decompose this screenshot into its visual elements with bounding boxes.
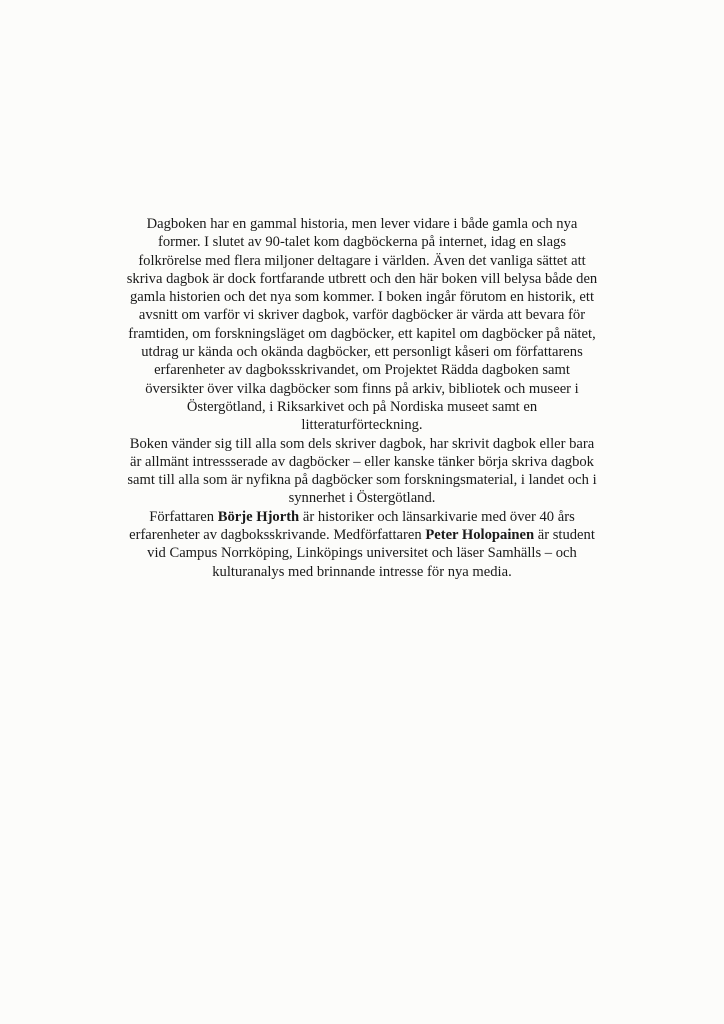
text-line: avsnitt om varför vi skriver dagbok, varför dagböcker är värda att bevara för [138,307,586,324]
text-segment: är student [534,527,595,544]
text-line: erfarenheter av dagboksskrivandet, om Projektet Rädda dagboken samt [154,362,570,379]
description-paragraph [70,215,654,435]
text-line: är allmänt intressserade av dagböcker – eller kanske tänker börja skriva dagbok [130,453,594,470]
text-line: framtiden, om forskningsläget om dagböcker, ett kapitel om dagböcker på nätet, [128,325,596,342]
coauthor-name: Peter Holopainen [425,527,535,544]
text-line [70,526,654,544]
authors-paragraph [70,508,654,581]
audience-paragraph [70,435,654,508]
blurb-text [70,215,654,581]
text-line: utdrag ur kända och okända dagböcker, ett personligt kåseri om författarens [141,344,583,361]
text-line: samt till alla som är nyfikna på dagböcker som forskningsmaterial, i landet och i [127,472,597,489]
text-line: folkrörelse med flera miljoner deltagare i världen. Även det vanliga sättet att [138,252,586,269]
author-name: Börje Hjorth [217,508,300,525]
text-line: skriva dagbok är dock fortfarande utbrett och den här boken vill belysa både den [126,270,598,287]
text-line: synnerhet i Östergötland. [288,490,436,507]
text-line: Östergötland, i Riksarkivet och på Nordiska museet samt en [186,398,538,415]
text-line: Boken vänder sig till alla som dels skriver dagbok, har skrivit dagbok eller bara [129,435,595,452]
text-segment: är historiker och länsarkivarie med över 40 års [299,508,575,525]
text-line: vid Campus Norrköping, Linköpings universitet och läser Samhälls – och [147,545,577,562]
text-segment: Författaren [149,508,218,525]
text-line: former. I slutet av 90-talet kom dagböckerna på internet, idag en slags [157,234,567,251]
text-line: Dagboken har en gammal historia, men lever vidare i både gamla och nya [146,216,578,232]
text-line: litteraturförteckning. [301,417,423,434]
text-line [70,508,654,526]
text-line: översikter över vilka dagböcker som finns på arkiv, bibliotek och museer i [145,380,579,397]
text-segment: erfarenheter av dagboksskrivande. Medförfattaren [129,527,426,544]
text-line: kulturanalys med brinnande intresse för nya media. [212,563,512,580]
text-line: gamla historien och det nya som kommer. I boken ingår förutom en historik, ett [129,289,595,306]
